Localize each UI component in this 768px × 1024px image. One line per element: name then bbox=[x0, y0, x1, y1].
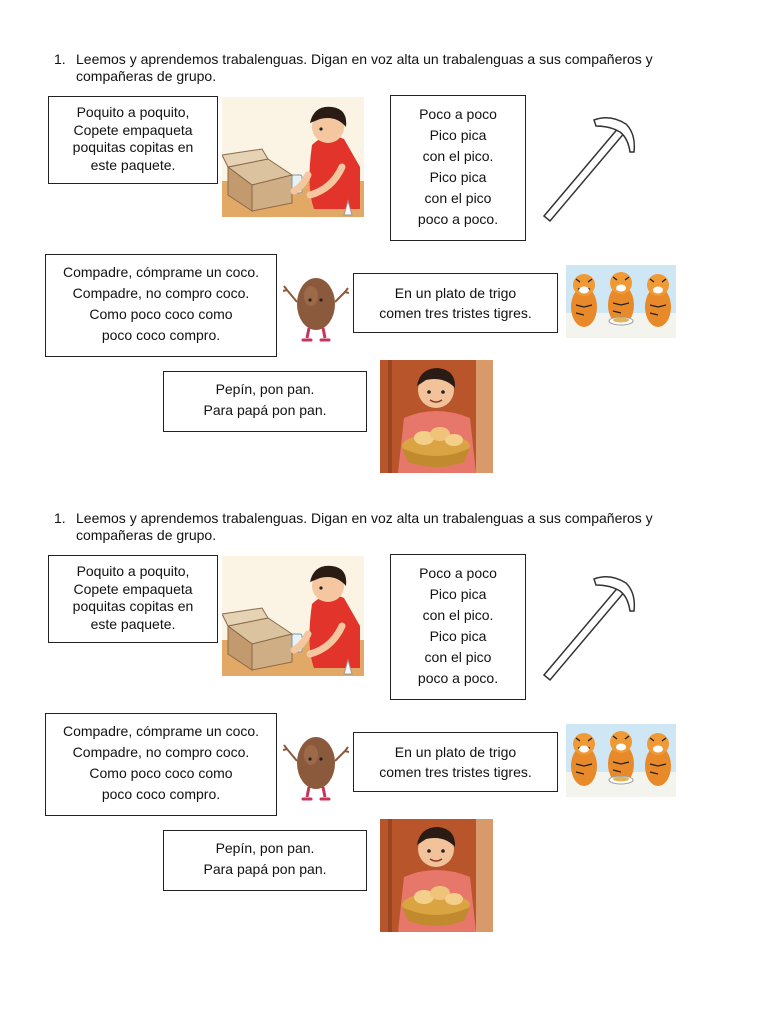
tongue-twister-poco-a-poco bbox=[390, 95, 526, 241]
verse-line: Copete empaqueta bbox=[73, 121, 193, 138]
coconut-character-illustration bbox=[283, 731, 349, 803]
verse-line: En un plato de trigo bbox=[394, 744, 517, 760]
verse-line: poquitas copitas en bbox=[72, 598, 194, 614]
verse-line: con el pico. bbox=[422, 607, 494, 623]
verse-line: Compadre, no compro coco. bbox=[72, 744, 250, 760]
three-tigers-eating-illustration bbox=[566, 724, 676, 797]
verse-line: este paquete. bbox=[90, 615, 176, 632]
verse-line: con el pico bbox=[424, 649, 492, 665]
verse-line: Pico pica bbox=[429, 127, 487, 143]
instruction-text: Leemos y aprendemos trabalenguas. Digan en voz alta un trabalenguas a sus compañeros y compañeras de grupo. bbox=[76, 51, 653, 84]
verse-line: Pepín, pon pan. bbox=[215, 840, 315, 856]
verse-line: Pico pica bbox=[429, 586, 487, 602]
verse-line: Copete empaqueta bbox=[73, 580, 193, 597]
tongue-twister-poco-a-poco bbox=[390, 554, 526, 700]
verse-line: Poco a poco bbox=[419, 565, 497, 581]
instruction-text: Leemos y aprendemos trabalenguas. Digan en voz alta un trabalenguas a sus compañeros y compañeras de grupo. bbox=[76, 510, 653, 543]
verse-line: En un plato de trigo bbox=[394, 285, 517, 301]
pickaxe-illustration bbox=[536, 112, 642, 224]
boy-with-bread-basket-illustration bbox=[380, 360, 493, 473]
verse-line: Poquito a poquito, bbox=[76, 563, 190, 579]
verse-line: Compadre, cómprame un coco. bbox=[62, 723, 260, 739]
coconut-character-illustration bbox=[283, 272, 349, 344]
verse-line: Pico pica bbox=[429, 628, 487, 644]
three-tigers-eating-illustration bbox=[566, 265, 676, 338]
verse-line: comen tres tristes tigres. bbox=[379, 764, 532, 780]
boy-packing-box-illustration bbox=[222, 556, 364, 676]
worksheet-section-1 bbox=[0, 0, 768, 460]
verse-line: Poco a poco bbox=[419, 106, 497, 122]
verse-line: poco a poco. bbox=[417, 670, 499, 686]
verse-line: poco a poco. bbox=[417, 211, 499, 227]
verse-line: Compadre, cómprame un coco. bbox=[62, 264, 260, 280]
verse-line: Pico pica bbox=[429, 169, 487, 185]
tongue-twister-poquito bbox=[48, 555, 218, 643]
verse-line: Como poco coco como bbox=[89, 306, 233, 322]
pickaxe-illustration bbox=[536, 571, 642, 683]
tongue-twister-compadre bbox=[45, 254, 277, 357]
verse-line: con el pico bbox=[424, 190, 492, 206]
instruction-number: 1. bbox=[54, 510, 66, 526]
verse-line: poco coco compro. bbox=[101, 786, 221, 802]
verse-line: Para papá pon pan. bbox=[203, 402, 327, 418]
verse-line: Pepín, pon pan. bbox=[215, 381, 315, 397]
tongue-twister-pepin bbox=[163, 830, 367, 891]
tongue-twister-tres-tristes-tigres bbox=[353, 732, 558, 792]
tongue-twister-pepin bbox=[163, 371, 367, 432]
verse-line: poco coco compro. bbox=[101, 327, 221, 343]
verse-line: comen tres tristes tigres. bbox=[379, 305, 532, 321]
tongue-twister-tres-tristes-tigres bbox=[353, 273, 558, 333]
instruction-number: 1. bbox=[54, 51, 66, 67]
verse-line: Compadre, no compro coco. bbox=[72, 285, 250, 301]
verse-line: Como poco coco como bbox=[89, 765, 233, 781]
verse-line: este paquete. bbox=[90, 156, 176, 173]
verse-line: con el pico. bbox=[422, 148, 494, 164]
tongue-twister-compadre bbox=[45, 713, 277, 816]
verse-line: Poquito a poquito, bbox=[76, 104, 190, 120]
boy-with-bread-basket-illustration bbox=[380, 819, 493, 932]
boy-packing-box-illustration bbox=[222, 97, 364, 217]
verse-line: poquitas copitas en bbox=[72, 139, 194, 155]
worksheet-section-2 bbox=[0, 459, 768, 919]
tongue-twister-poquito bbox=[48, 96, 218, 184]
verse-line: Para papá pon pan. bbox=[203, 861, 327, 877]
